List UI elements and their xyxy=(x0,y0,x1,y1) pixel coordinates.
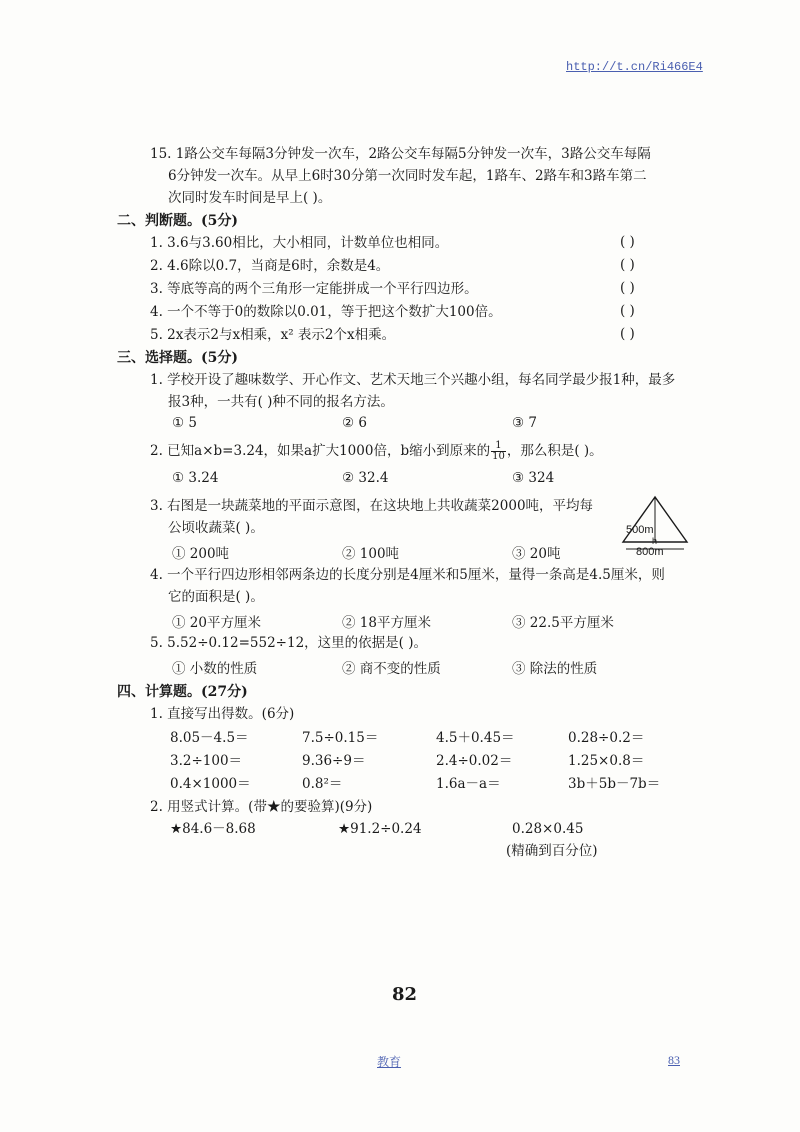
choice-q3-line2: 公顷收蔬菜( )。 xyxy=(168,520,264,536)
calc-cell-r1c2: 7.5÷0.15＝ xyxy=(302,730,379,746)
choice-q3-option-2[interactable]: ② 100吨 xyxy=(342,546,400,562)
vertical-calc-1: ★84.6－8.68 xyxy=(170,821,256,837)
calc-cell-r2c3: 2.4÷0.02＝ xyxy=(436,753,513,769)
vertical-calc-2: ★91.2÷0.24 xyxy=(338,821,422,837)
choice-q4-option-1[interactable]: ① 20平方厘米 xyxy=(172,615,261,631)
calc-cell-r1c4: 0.28÷0.2＝ xyxy=(568,730,645,746)
judge-answer-3[interactable]: ( ) xyxy=(620,280,635,296)
choice-q2-line xyxy=(150,441,603,462)
fraction-denominator: 10 xyxy=(492,451,505,462)
calc-cell-r3c4: 3b＋5b－7b＝ xyxy=(568,776,661,792)
choice-q2-option-1[interactable]: ① 3.24 xyxy=(172,470,219,486)
judge-item-5: 5. 2x表示2与x相乘，x² 表示2个x相乘。 xyxy=(150,327,396,343)
triangle-h-label: h xyxy=(652,536,658,546)
choice-q5-option-1[interactable]: ① 小数的性质 xyxy=(172,661,258,677)
choice-q3-line1: 3. 右图是一块蔬菜地的平面示意图，在这块地上共收蔬菜2000吨，平均每 xyxy=(150,498,594,514)
judge-answer-4[interactable]: ( ) xyxy=(620,303,635,319)
calc-cell-r1c1: 8.05－4.5＝ xyxy=(170,730,249,746)
judge-item-1: 1. 3.6与3.60相比，大小相同，计数单位也相同。 xyxy=(150,235,449,251)
calc-cell-r1c3: 4.5＋0.45＝ xyxy=(436,730,515,746)
choice-q1-option-2[interactable]: ② 6 xyxy=(342,415,367,431)
calc-cell-r3c1: 0.4×1000＝ xyxy=(170,776,251,792)
triangle-base-label: 800m xyxy=(636,546,664,558)
section-calc-title: 四、计算题。(27分) xyxy=(117,684,248,700)
choice-q1-line2: 报3种，一共有( )种不同的报名方法。 xyxy=(168,394,394,410)
choice-q3-option-1[interactable]: ① 200吨 xyxy=(172,546,230,562)
page-number: 82 xyxy=(392,984,418,1005)
vertical-calc-3: 0.28×0.45 xyxy=(512,821,584,837)
q15-line3: 次同时发车时间是早上( )。 xyxy=(168,190,332,206)
q15-line2: 6分钟发一次车。从早上6时30分第一次同时发车起，1路车、2路车和3路车第二 xyxy=(168,168,647,184)
choice-q2-post: ，那么积是( )。 xyxy=(506,443,603,459)
calc-sub1-title: 1. 直接写出得数。(6分) xyxy=(150,706,295,722)
choice-q4-line1: 4. 一个平行四边形相邻两条边的长度分别是4厘米和5厘米，量得一条高是4.5厘米，则 xyxy=(150,567,665,583)
calc-cell-r3c3: 1.6a－a＝ xyxy=(436,776,501,792)
footer-link-right[interactable]: 83 xyxy=(668,1053,680,1067)
choice-q1-option-3[interactable]: ③ 7 xyxy=(512,415,537,431)
judge-item-2: 2. 4.6除以0.7，当商是6时，余数是4。 xyxy=(150,258,390,274)
judge-answer-2[interactable]: ( ) xyxy=(620,257,635,273)
calc-cell-r2c1: 3.2÷100＝ xyxy=(170,753,243,769)
fraction-numerator: 1 xyxy=(491,441,506,452)
choice-q4-line2: 它的面积是( )。 xyxy=(168,589,264,605)
triangle-height-label: 500m xyxy=(626,524,654,536)
choice-q1-option-1[interactable]: ① 5 xyxy=(172,415,197,431)
footer-link-left[interactable]: 教育 xyxy=(377,1055,402,1069)
calc-cell-r3c2: 0.8²＝ xyxy=(302,776,343,792)
section-choice-title: 三、选择题。(5分) xyxy=(117,350,238,366)
judge-answer-1[interactable]: ( ) xyxy=(620,234,635,250)
choice-q3-option-3[interactable]: ③ 20吨 xyxy=(512,546,561,562)
section-judge-title: 二、判断题。(5分) xyxy=(117,213,238,229)
judge-answer-5[interactable]: ( ) xyxy=(620,326,635,342)
choice-q2-pre: 2. 已知a×b=3.24，如果a扩大1000倍，b缩小到原来的 xyxy=(150,443,491,459)
choice-q1-line1: 1. 学校开设了趣味数学、开心作文、艺术天地三个兴趣小组，每名同学最少报1种，最多 xyxy=(150,372,676,388)
q15-line1: 15. 1路公交车每隔3分钟发一次车，2路公交车每隔5分钟发一次车，3路公交车每隔 xyxy=(150,146,651,162)
calc-cell-r2c4: 1.25×0.8＝ xyxy=(568,753,645,769)
vertical-calc-note: (精确到百分位) xyxy=(506,843,598,859)
judge-item-4: 4. 一个不等于0的数除以0.01，等于把这个数扩大100倍。 xyxy=(150,304,502,320)
header-url-link[interactable]: http://t.cn/Ri466E4 xyxy=(566,60,703,74)
choice-q4-option-2[interactable]: ② 18平方厘米 xyxy=(342,615,431,631)
calc-sub2-title: 2. 用竖式计算。(带★的要验算)(9分) xyxy=(150,799,373,815)
choice-q5-option-2[interactable]: ② 商不变的性质 xyxy=(342,661,441,677)
choice-q5-line1: 5. 5.52÷0.12=552÷12，这里的依据是( )。 xyxy=(150,635,427,651)
choice-q2-option-2[interactable]: ② 32.4 xyxy=(342,470,389,486)
judge-item-3: 3. 等底等高的两个三角形一定能拼成一个平行四边形。 xyxy=(150,281,478,297)
fraction-one-tenth xyxy=(491,441,506,462)
choice-q4-option-3[interactable]: ③ 22.5平方厘米 xyxy=(512,615,614,631)
choice-q5-option-3[interactable]: ③ 除法的性质 xyxy=(512,661,598,677)
calc-cell-r2c2: 9.36÷9＝ xyxy=(302,753,366,769)
choice-q2-option-3[interactable]: ③ 324 xyxy=(512,470,555,486)
